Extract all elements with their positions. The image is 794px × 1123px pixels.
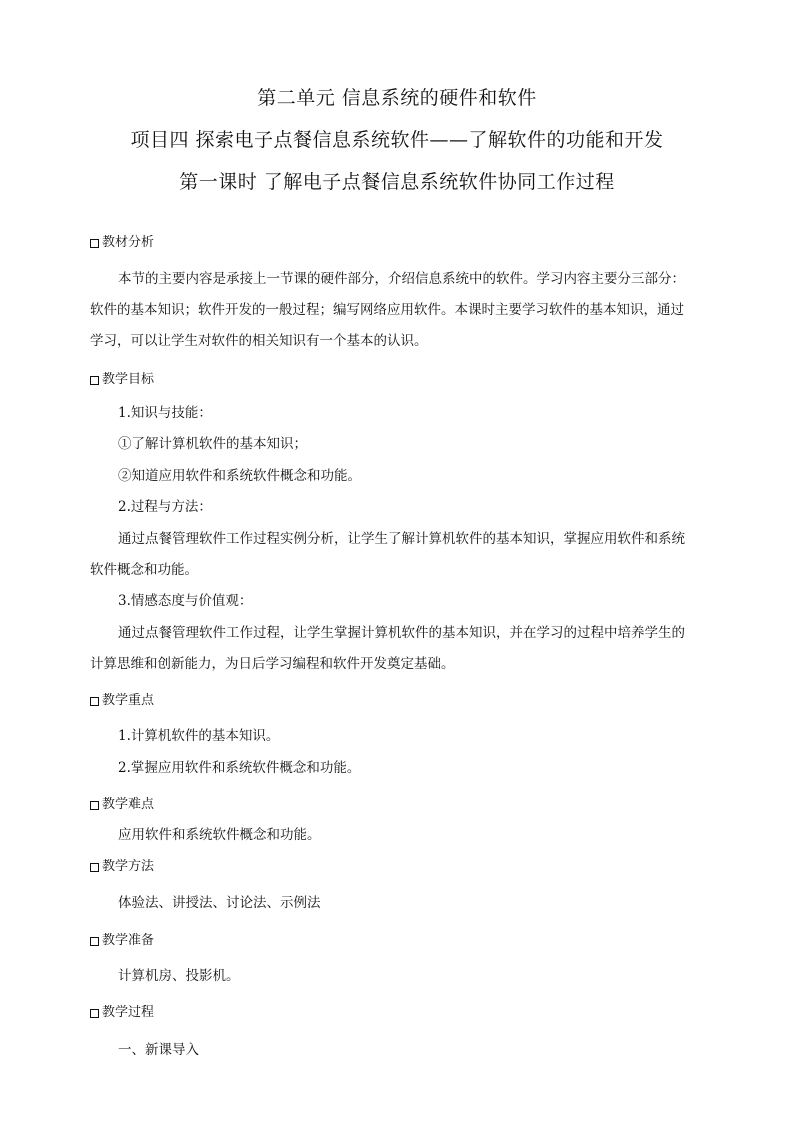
section-heading-label: 教学难点: [102, 797, 155, 812]
checkbox-icon: [90, 1009, 99, 1018]
goal-knowledge-item: ②知道应用软件和系统软件概念和功能。: [118, 468, 361, 484]
checkbox-icon: [90, 376, 99, 385]
preparation-text: 计算机房、投影机。: [118, 968, 240, 984]
section-heading-label: 教学过程: [102, 1005, 155, 1020]
lesson-title: 第一课时 了解电子点餐信息系统软件协同工作过程: [179, 171, 615, 193]
section-heading-methods: [90, 858, 154, 876]
goal-knowledge-label: 1.知识与技能：: [118, 405, 212, 421]
goal-emotion-line: 计算思维和创新能力，为日后学习编程和软件开发奠定基础。: [90, 656, 455, 672]
process-step: 一、新课导入: [118, 1042, 199, 1058]
goal-emotion-label: 3.情感态度与价值观：: [118, 593, 253, 609]
goal-knowledge-item: ①了解计算机软件的基本知识；: [118, 436, 307, 452]
section-heading-label: 教学方法: [102, 859, 155, 874]
key-point-item: 2.掌握应用软件和系统软件概念和功能。: [118, 760, 361, 776]
goal-process-line: 通过点餐管理软件工作过程实例分析，让学生了解计算机软件的基本知识，掌握应用软件和系统: [118, 531, 685, 547]
goal-process-label: 2.过程与方法：: [118, 499, 212, 515]
methods-text: 体验法、讲授法、讨论法、示例法: [118, 895, 321, 911]
section-heading-label: 教学准备: [102, 933, 155, 948]
unit-title: 第二单元 信息系统的硬件和软件: [257, 87, 537, 109]
goal-process-line: 软件概念和功能。: [90, 562, 198, 578]
section-heading-label: 教学目标: [102, 372, 155, 387]
section-heading-difficulties: [90, 796, 154, 814]
checkbox-icon: [90, 239, 99, 248]
section-heading-label: 教材分析: [102, 235, 155, 250]
checkbox-icon: [90, 801, 99, 810]
checkbox-icon: [90, 697, 99, 706]
section-heading-key-points: [90, 692, 154, 710]
difficulty-text: 应用软件和系统软件概念和功能。: [118, 827, 321, 843]
section-heading-goals: [90, 371, 154, 389]
section-heading-process: [90, 1004, 154, 1022]
analysis-line: 本节的主要内容是承接上一节课的硬件部分，介绍信息系统中的软件。学习内容主要分三部分：: [118, 271, 685, 287]
checkbox-icon: [90, 863, 99, 872]
analysis-line: 软件的基本知识；软件开发的一般过程；编写网络应用软件。本课时主要学习软件的基本知识，通过: [90, 302, 684, 318]
section-heading-analysis: [90, 234, 154, 252]
section-heading-label: 教学重点: [102, 693, 155, 708]
analysis-line: 学习，可以让学生对软件的相关知识有一个基本的认识。: [90, 333, 428, 349]
section-heading-preparation: [90, 932, 154, 950]
checkbox-icon: [90, 937, 99, 946]
project-title: 项目四 探索电子点餐信息系统软件——了解软件的功能和开发: [130, 129, 664, 151]
key-point-item: 1.计算机软件的基本知识。: [118, 728, 280, 744]
goal-emotion-line: 通过点餐管理软件工作过程，让学生掌握计算机软件的基本知识，并在学习的过程中培养学生的: [118, 625, 685, 641]
